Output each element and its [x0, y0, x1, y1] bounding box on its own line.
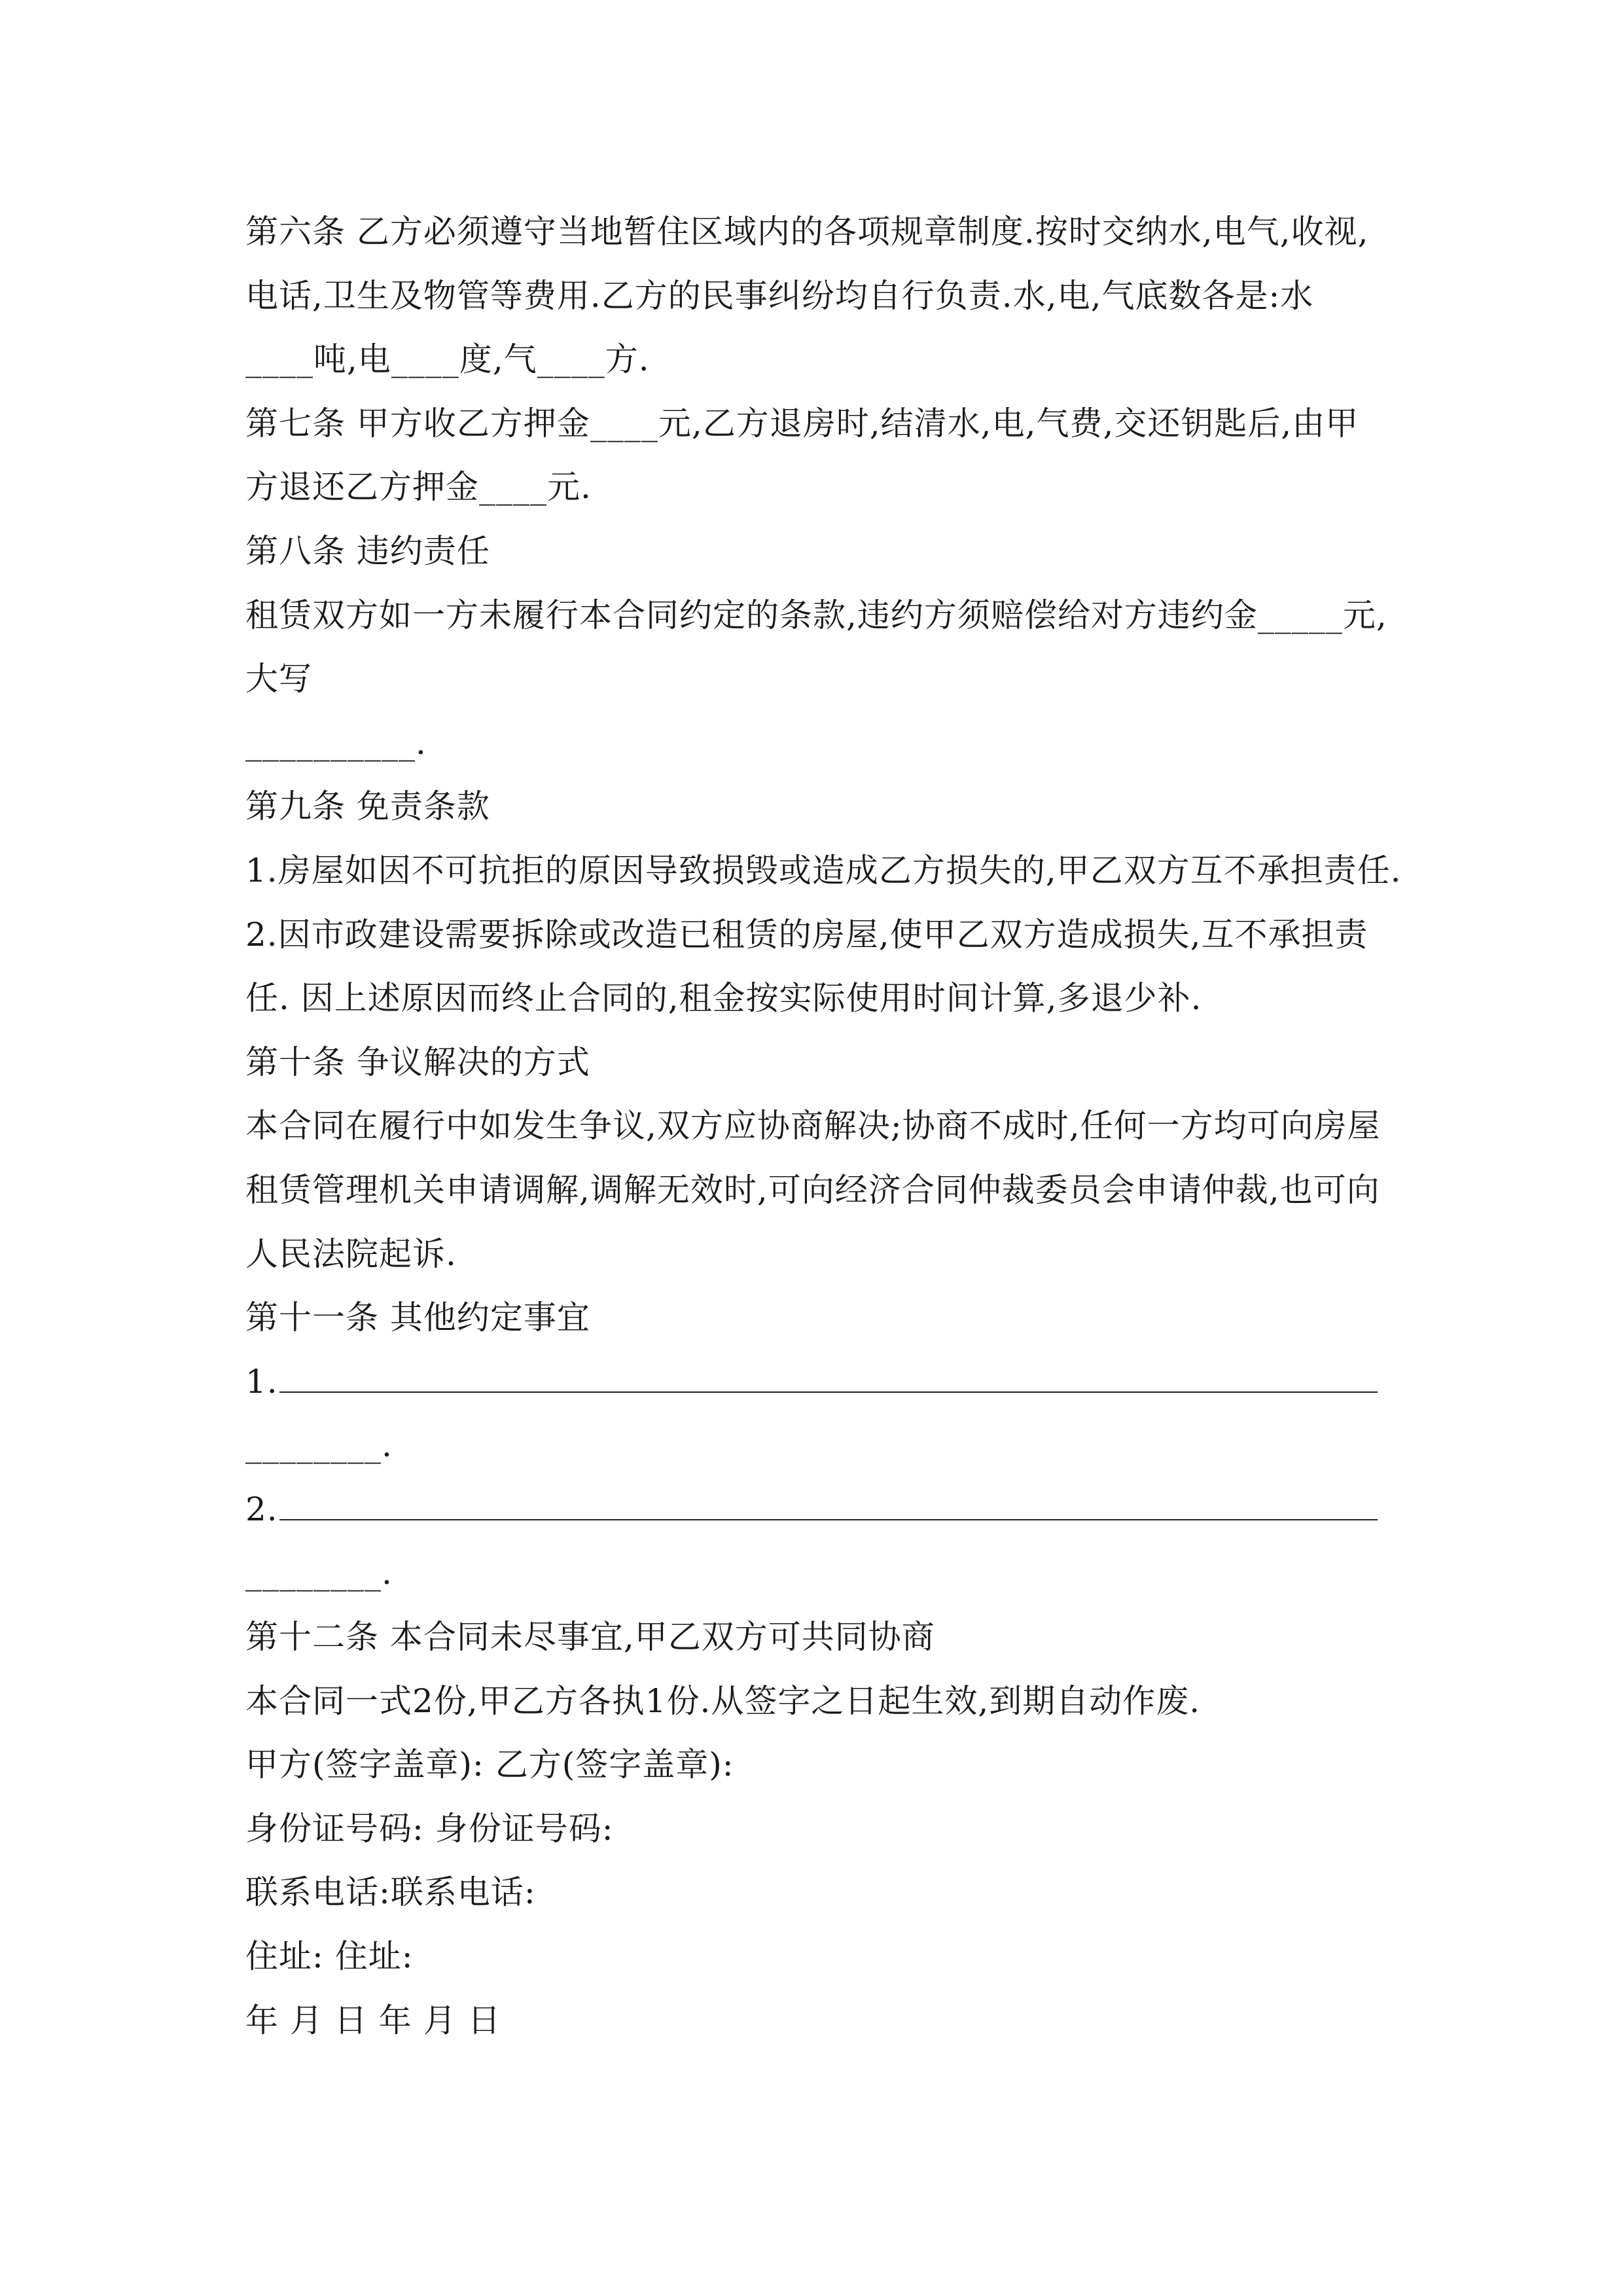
text-line: 1.房屋如因不可抗拒的原因导致损毁或造成乙方损失的,甲乙双方互不承担责任.	[245, 851, 1402, 889]
text-line: 本合同在履行中如发生争议,双方应协商解决;协商不成时,任何一方均可向房屋	[245, 1107, 1381, 1145]
item-label: 2.	[245, 1490, 278, 1528]
id-number-line: 身份证号码: 身份证号码:	[245, 1809, 614, 1848]
text-line: __________.	[245, 723, 427, 762]
text-line: 第六条 乙方必须遵守当地暂住区域内的各项规章制度.按时交纳水,电气,收视,	[245, 213, 1369, 251]
other-item-2	[245, 1478, 1384, 1542]
signature-line: 甲方(签字盖章): 乙方(签字盖章):	[245, 1746, 734, 1784]
text-line: 租赁管理机关申请调解,调解无效时,可向经济合同仲裁委员会申请仲裁,也可向	[245, 1170, 1380, 1209]
section-heading: 第九条 免责条款	[245, 787, 490, 826]
text-line: 人民法院起诉.	[245, 1234, 457, 1273]
text-line: 大写	[245, 660, 312, 698]
fill-in-blank	[279, 1391, 1378, 1393]
section-heading: 第十条 争议解决的方式	[245, 1043, 590, 1081]
text-line: 方退还乙方押金____元.	[245, 468, 592, 507]
text-line: 租赁双方如一方未履行本合同约定的条款,违约方须赔偿给对方违约金_____元,	[245, 596, 1387, 634]
text-line: 2.因市政建设需要拆除或改造已租赁的房屋,使甲乙双方造成损失,互不承担责	[245, 915, 1368, 954]
address-line: 住址: 住址:	[245, 1937, 414, 1976]
text-line: ________.	[245, 1554, 393, 1592]
text-line: 电话,卫生及物管等费用.乙方的民事纠纷均自行负责.水,电,气底数各是:水	[245, 276, 1314, 315]
item-label: 1.	[245, 1362, 278, 1401]
section-heading: 第八条 违约责任	[245, 531, 490, 570]
contract-page	[245, 200, 1402, 2053]
text-line: ________.	[245, 1426, 393, 1465]
text-line: 本合同一式2份,甲乙方各执1份.从签字之日起生效,到期自动作废.	[245, 1681, 1201, 1720]
section-heading: 第十一条 其他约定事宜	[245, 1299, 590, 1337]
other-item-1	[245, 1350, 1384, 1414]
text-line: 第七条 甲方收乙方押金____元,乙方退房时,结清水,电,气费,交还钥匙后,由甲	[245, 404, 1359, 442]
text-line: 任. 因上述原因而终止合同的,租金按实际使用时间计算,多退少补.	[245, 979, 1202, 1018]
text-line: ____吨,电____度,气____方.	[245, 340, 650, 379]
section-heading: 第十二条 本合同未尽事宜,甲乙双方可共同协商	[245, 1618, 935, 1657]
phone-line: 联系电话:联系电话:	[245, 1873, 536, 1912]
fill-in-blank	[279, 1518, 1378, 1520]
date-line: 年 月 日 年 月 日	[245, 2001, 501, 2039]
